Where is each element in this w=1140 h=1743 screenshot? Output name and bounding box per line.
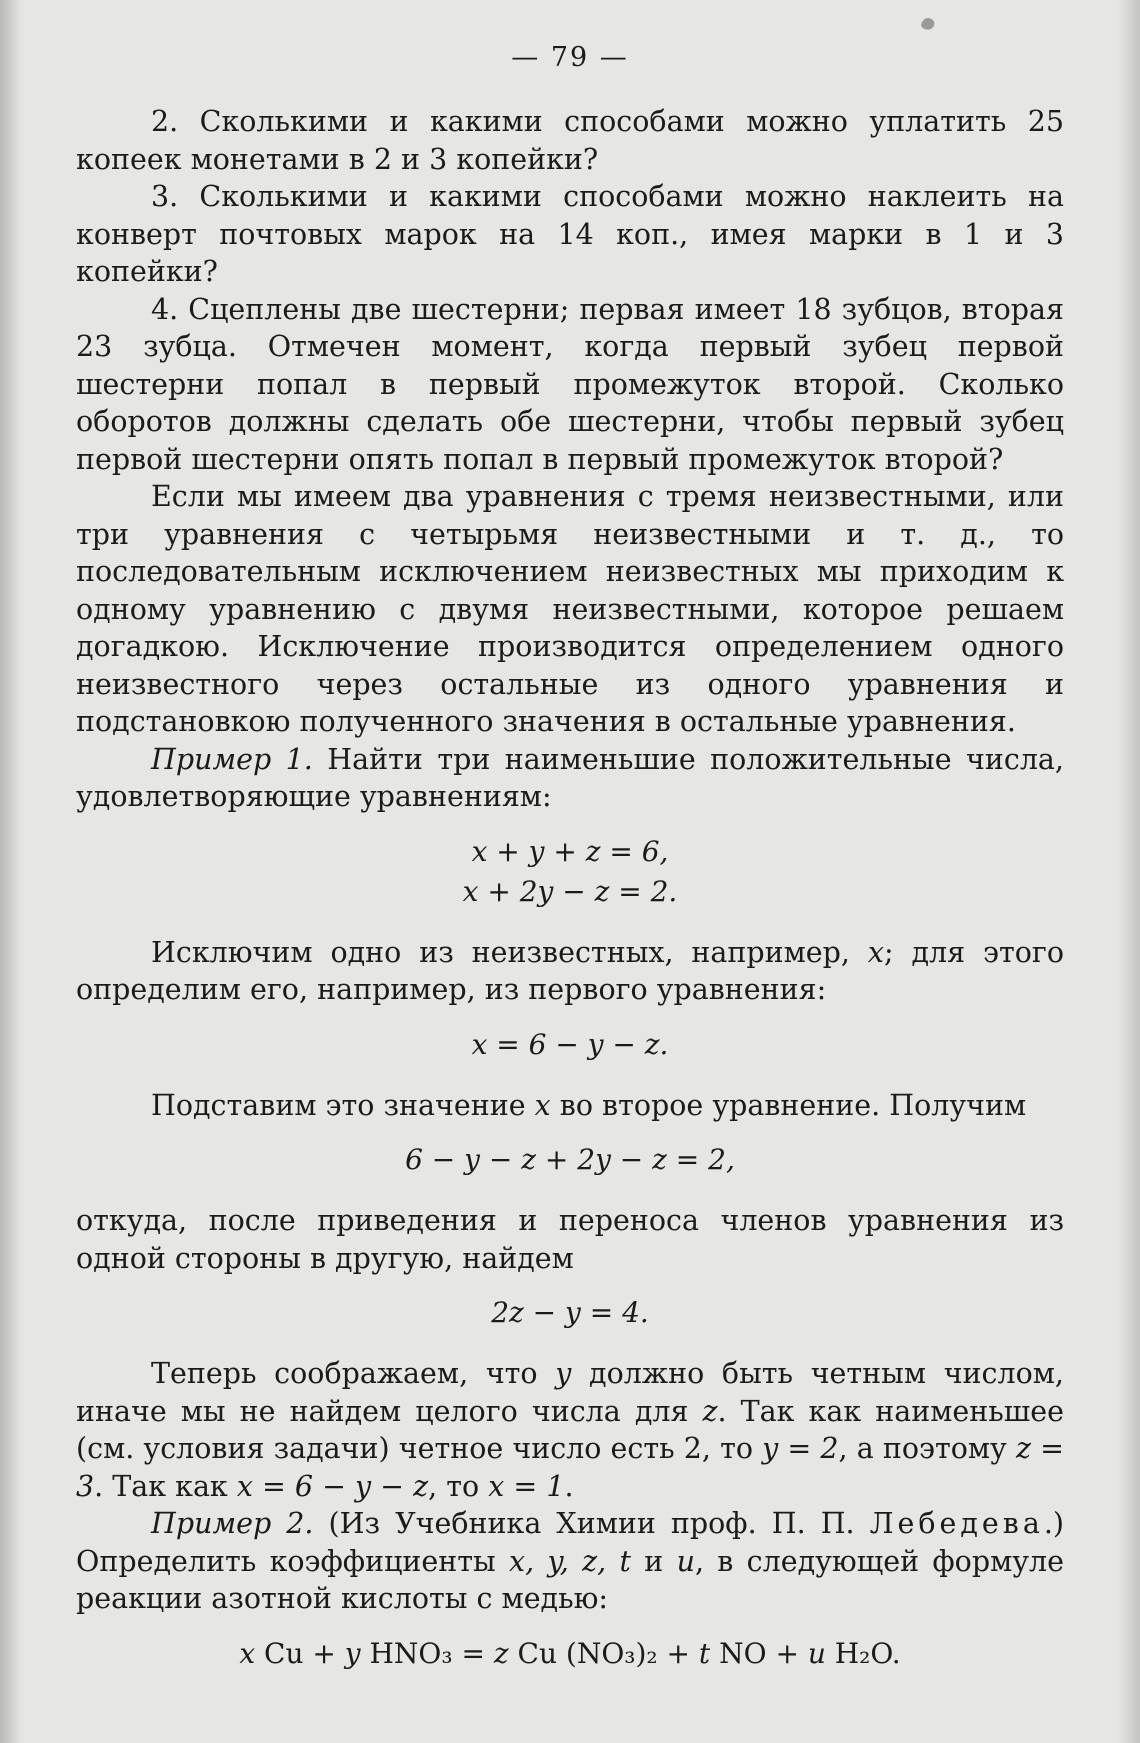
variable-x: x (867, 935, 884, 969)
example-1-text: Найти три наименьшие положительные числа, удовлетворяющие уравнениям: (76, 742, 1064, 813)
variable-u: u (676, 1544, 695, 1578)
example-1-statement (76, 741, 1064, 816)
equation-3: x = 6 − y − z. (471, 1027, 669, 1061)
coef-z: z (493, 1636, 509, 1670)
formula-part: Cu (NO₃)₂ + (508, 1636, 699, 1670)
inline-equation: x = 6 − y − z (236, 1469, 429, 1503)
text-fragment: .) Определить коэффициенты (76, 1507, 1064, 1578)
intro-paragraph: Если мы имеем два уравнения с тремя неизвестными, или три уравнения с четырьмя неизвестными и т. д., то последовательным исключением неизвестных мы приходим к одному уравнению с двумя неизвестными, которое решаем догадкою. Исключение производится определением одного неизвестного через остальные из одного уравнения и подстановкою полученного значения в остальные уравнения. (76, 480, 1064, 738)
example-1-step-2 (76, 1087, 1064, 1125)
equation-1: x + y + z = 6, (471, 834, 669, 868)
text-fragment: , в следующей формуле реакции азотной кислоты с медью: (76, 1544, 1064, 1615)
page-number: — 79 — (511, 42, 629, 73)
formula-part: NO + (710, 1636, 808, 1670)
text-fragment: , то (428, 1469, 489, 1503)
page-content (76, 103, 1064, 1674)
ink-smudge (920, 16, 936, 32)
example-2-statement (76, 1505, 1064, 1618)
text-fragment: во второе уравнение. Получим (550, 1088, 1027, 1122)
text-fragment: Теперь соображаем, что (151, 1357, 556, 1390)
equation-2: x + 2y − z = 2. (462, 874, 678, 908)
text-fragment: . Так как (94, 1469, 237, 1503)
coef-t: t (698, 1636, 711, 1670)
text-fragment: должно быть четным числом, иначе мы не найдем целого числа для (76, 1357, 1064, 1428)
author-name: Лебедева (869, 1507, 1044, 1540)
text-fragment: Подставим это значение (151, 1088, 535, 1122)
coef-u: u (807, 1636, 826, 1670)
problem-3: 3. Сколькими и какими способами можно наклеить на конверт почтовых марок на 14 коп., имея марки в 1 и 3 копейки? (76, 180, 1064, 288)
variables-list: x, y, z, t (509, 1544, 631, 1578)
inline-equation: z = 3 (76, 1432, 1064, 1503)
variable-z: z (702, 1394, 718, 1428)
chemical-reaction-formula (76, 1634, 1064, 1674)
inline-equation: x = 1 (488, 1469, 565, 1503)
text-fragment: и (630, 1544, 677, 1578)
coef-x: x (239, 1636, 256, 1670)
text-fragment: . Так как наименьшее (см. условия задачи) четное число есть 2, то (76, 1394, 1064, 1465)
problem-2: 2. Сколькими и какими способами можно уплатить 25 копеек монетами в 2 и 3 копейки? (76, 105, 1064, 176)
coef-y: y (344, 1636, 361, 1670)
formula-part: HNO₃ = (360, 1636, 494, 1670)
variable-x: x (534, 1088, 551, 1122)
example-1-label: Пример 1. (151, 742, 313, 776)
equation-4: 6 − y − z + 2y − z = 2, (405, 1143, 735, 1176)
formula-part: H₂O. (825, 1636, 901, 1670)
example-1-step-1 (76, 934, 1064, 1009)
variable-y: y (555, 1357, 572, 1390)
text-fragment: Исключим одно из неизвестных, например, (151, 935, 868, 969)
page-edge-shadow-right (1118, 0, 1140, 1743)
inline-equation: y = 2 (762, 1432, 839, 1465)
formula-part: Cu + (255, 1636, 345, 1670)
text-fragment: (Из Учебника Химии проф. П. П. (313, 1507, 870, 1540)
example-1-step-3: откуда, после приведения и переноса членов уравнения из одной стороны в другую, найдем (76, 1204, 1064, 1275)
text-fragment: , а поэтому (838, 1432, 1016, 1465)
text-fragment: ; для этого определим его, например, из первого уравнения: (76, 935, 1064, 1006)
problem-4: 4. Сцеплены две шестерни; первая имеет 18 зубцов, вторая 23 зубца. Отмечен момент, когда первый зубец первой шестерни попал в первый промежуток второй. Сколько оборотов должны сделать обе шестерни, чтобы первый зубец первой шестерни опять попал в первый промежуток второй? (76, 292, 1064, 476)
example-2-label: Пример 2. (151, 1507, 314, 1540)
text-fragment: . (564, 1469, 574, 1503)
equation-5: 2z − y = 4. (491, 1296, 649, 1329)
example-1-conclusion (76, 1355, 1064, 1505)
page-edge-shadow-left (0, 0, 22, 1743)
